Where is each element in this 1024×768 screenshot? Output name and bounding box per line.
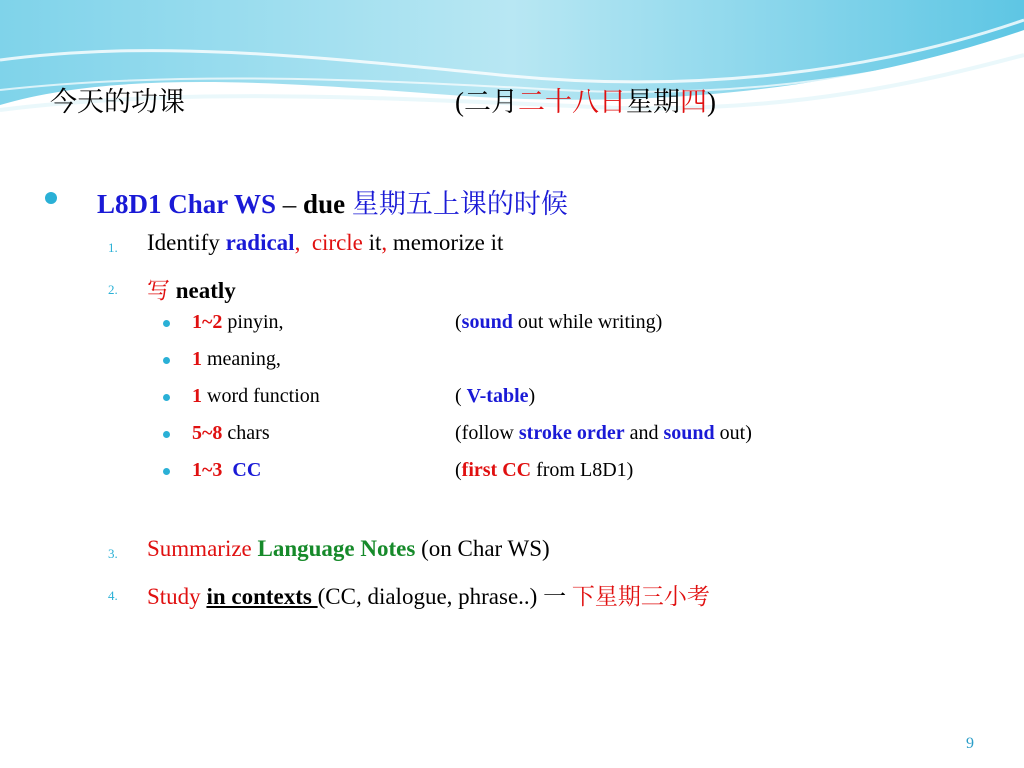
sub-bullet-dot (163, 468, 170, 475)
neatly-word: neatly (175, 278, 236, 303)
sub-item-pinyin-note: (sound out while writing) (455, 311, 663, 333)
item-1: Identify radical, circle it, memorize it (147, 230, 504, 255)
due-label: due (303, 189, 346, 219)
quiz-date: 下星期三小考 (566, 584, 710, 609)
radical-word: radical (225, 230, 295, 255)
item-number-1: 1. (108, 240, 118, 255)
item-number-2: 2. (108, 282, 118, 297)
item-number-3: 3. (108, 546, 118, 561)
slide-date (455, 80, 716, 119)
sub-bullet-dot (163, 394, 170, 401)
date-weekday: 四 (680, 87, 707, 117)
item-3: Summarize Language Notes (on Char WS) (147, 536, 550, 561)
sub-item-cc-note: (first CC from L8D1) (455, 459, 634, 481)
date-week: 星期 (626, 87, 680, 117)
date-day: 二十八日 (518, 87, 626, 117)
sub-item-chars: 5~8 chars (192, 422, 270, 444)
sub-item-cc: 1~3 CC (192, 459, 262, 481)
sub-bullet-dot (163, 357, 170, 364)
sub-bullet-dot (163, 320, 170, 327)
lesson-code: L8D1 Char WS (97, 189, 277, 219)
xie-char: 写 (147, 278, 170, 303)
slide-title: 今天的功课 (50, 87, 185, 117)
due-when: 星期五上课的时候 (351, 189, 568, 219)
date-close: ) (707, 87, 716, 117)
sub-item-pinyin: 1~2 pinyin, (192, 311, 284, 333)
language-notes: Language Notes (257, 536, 416, 561)
item-4: Study in contexts (CC, dialogue, phrase..) 一 下星期三小考 (147, 584, 710, 609)
main-bullet-dot (45, 192, 57, 204)
item-number-4: 4. (108, 588, 118, 603)
sub-item-word-function-note: ( V-table) (455, 385, 536, 407)
sub-item-meaning: 1 meaning, (192, 348, 281, 370)
in-contexts: in contexts (206, 584, 318, 609)
date-open: (二月 (455, 87, 518, 117)
main-bullet-text: L8D1 Char WS – due 星期五上课的时候 (97, 189, 568, 219)
sub-item-word-function: 1 word function (192, 385, 320, 407)
circle-word: circle (311, 230, 363, 255)
page-number: 9 (966, 735, 974, 752)
sub-item-chars-note: (follow stroke order and sound out) (455, 422, 752, 444)
item-2 (147, 272, 236, 305)
sub-bullet-dot (163, 431, 170, 438)
